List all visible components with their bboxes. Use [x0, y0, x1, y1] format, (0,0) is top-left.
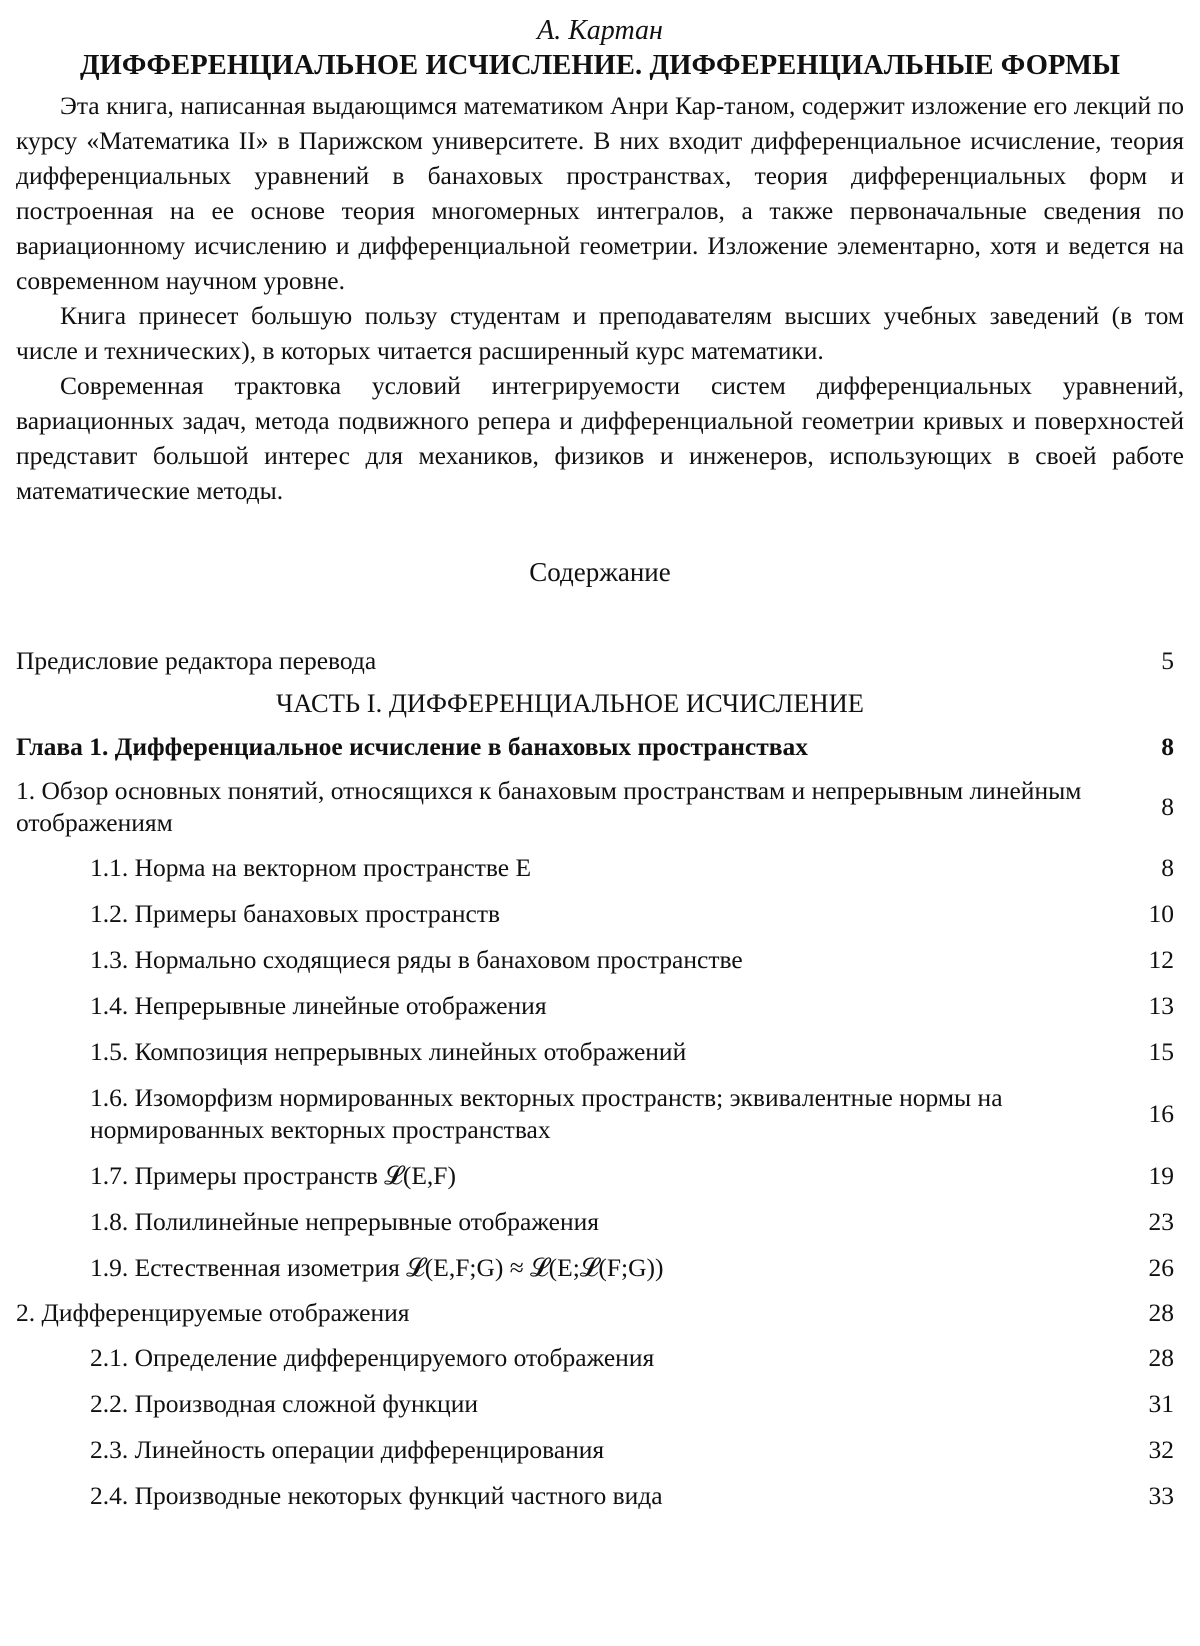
toc-entry-title: 1.5. Композиция непрерывных линейных отображений [90, 1037, 687, 1066]
toc-entry-subsection [16, 1245, 1184, 1291]
toc-entry-page: 32 [1148, 1435, 1174, 1464]
toc-entry-page: 31 [1148, 1389, 1174, 1418]
toc-entry-subsection [16, 937, 1184, 983]
toc-entry-title: Предисловие редактора перевода [16, 646, 377, 675]
toc-entry-page: 26 [1148, 1253, 1174, 1282]
toc-entry-preface [16, 641, 1184, 681]
toc-entry-page: 23 [1148, 1207, 1174, 1236]
book-title: ДИФФЕРЕНЦИАЛЬНОЕ ИСЧИСЛЕНИЕ. ДИФФЕРЕНЦИАЛЬНЫЕ ФОРМЫ [79, 50, 1121, 81]
toc-entry-page: 28 [1148, 1343, 1174, 1372]
abstract-paragraph: Книга принесет большую пользу студентам и преподавателям высших учебных заведений (в том числе и технических), в которых читается расширенный курс математики. [16, 301, 1184, 365]
toc-entry-title: 1.9. Естественная изометрия 𝓛(E,F;G) ≈ 𝓛(E;𝓛(F;G)) [90, 1253, 664, 1282]
toc-entry-title: 1.4. Непрерывные линейные отображения [90, 991, 547, 1020]
toc-entry-subsection [16, 1427, 1184, 1473]
abstract-paragraph: Эта книга, написанная выдающимся математиком Анри Кар-таном, содержит изложение его лекций по курсу «Математика II» в Парижском университете. В них входит дифференциальное исчисление, теория дифференциальных уравнений в банаховых пространствах, теория дифференциальных форм и построенная на ее основе теория многомерных интегралов, а также первоначальные сведения по вариационному исчислению и дифференциальной геометрии. Изложение элементарно, хотя и ведется на современном научном уровне. [16, 91, 1184, 295]
toc-entry-page: 19 [1148, 1161, 1174, 1190]
toc-entry-page: 28 [1148, 1298, 1174, 1327]
toc-part-heading [16, 681, 1184, 725]
toc-entry-subsection [16, 1335, 1184, 1381]
toc-entry-title: 1.3. Нормально сходящиеся ряды в банаховом пространстве [90, 945, 743, 974]
toc-entry-subsection [16, 1075, 1184, 1153]
toc-entry-page: 33 [1148, 1481, 1174, 1510]
toc-entry-title: 1.1. Норма на векторном пространстве E [90, 853, 532, 882]
toc-entry-title: 1.2. Примеры банаховых пространств [90, 899, 501, 928]
toc-entry-title: 2. Дифференцируемые отображения [16, 1298, 410, 1327]
toc-entry-title: 2.2. Производная сложной функции [90, 1389, 478, 1418]
toc-entry-subsection [16, 1381, 1184, 1427]
toc-entry-subsection [16, 983, 1184, 1029]
toc-entry-title: Глава 1. Дифференциальное исчисление в банаховых пространствах [16, 732, 809, 761]
toc-entry-section [16, 769, 1184, 845]
toc-entry-title: 1.7. Примеры пространств 𝓛(E,F) [90, 1161, 456, 1190]
toc-entry-page: 16 [1148, 1099, 1174, 1128]
toc-entry-title: 1.6. Изоморфизм нормированных векторных пространств; эквивалентные нормы на нормированных векторных пространствах [90, 1083, 1003, 1144]
toc-entry-subsection [16, 1029, 1184, 1075]
toc-entry-subsection [16, 1473, 1184, 1519]
toc-entry-subsection [16, 891, 1184, 937]
toc-entry-page: 5 [1161, 646, 1174, 675]
toc-entry-subsection [16, 1199, 1184, 1245]
toc-entry-chapter [16, 725, 1184, 769]
toc-entry-page: 8 [1161, 732, 1174, 761]
toc-entry-section [16, 1291, 1184, 1335]
toc-heading: Содержание [529, 557, 671, 587]
toc-entry-page: 10 [1148, 899, 1174, 928]
toc-entry-page: 8 [1161, 853, 1174, 882]
toc-part-title: ЧАСТЬ I. ДИФФЕРЕНЦИАЛЬНОЕ ИСЧИСЛЕНИЕ [276, 687, 864, 718]
toc-entry-title: 2.4. Производные некоторых функций частного вида [90, 1481, 663, 1510]
toc-entry-subsection [16, 1153, 1184, 1199]
toc-entry-title: 2.1. Определение дифференцируемого отображения [90, 1343, 655, 1372]
toc-entry-subsection [16, 845, 1184, 891]
abstract [16, 88, 1184, 508]
toc-entry-title: 1. Обзор основных понятий, относящихся к банаховым пространствам и непрерывным линейным отображениям [16, 776, 1082, 837]
toc-entry-page: 13 [1148, 991, 1174, 1020]
toc-entry-title: 1.8. Полилинейные непрерывные отображения [90, 1207, 599, 1236]
abstract-paragraph: Современная трактовка условий интегрируемости систем дифференциальных уравнений, вариационных задач, метода подвижного репера и дифференциальной геометрии кривых и поверхностей представит большой интерес для механиков, физиков и инженеров, использующих в своей работе математические методы. [16, 371, 1184, 505]
toc-entry-page: 15 [1148, 1037, 1174, 1066]
toc-entry-page: 8 [1161, 792, 1174, 821]
toc-entry-title: 2.3. Линейность операции дифференцирования [90, 1435, 605, 1464]
toc-entry-page: 12 [1148, 945, 1174, 974]
author-name: А. Картан [537, 15, 663, 46]
table-of-contents [16, 641, 1184, 1519]
